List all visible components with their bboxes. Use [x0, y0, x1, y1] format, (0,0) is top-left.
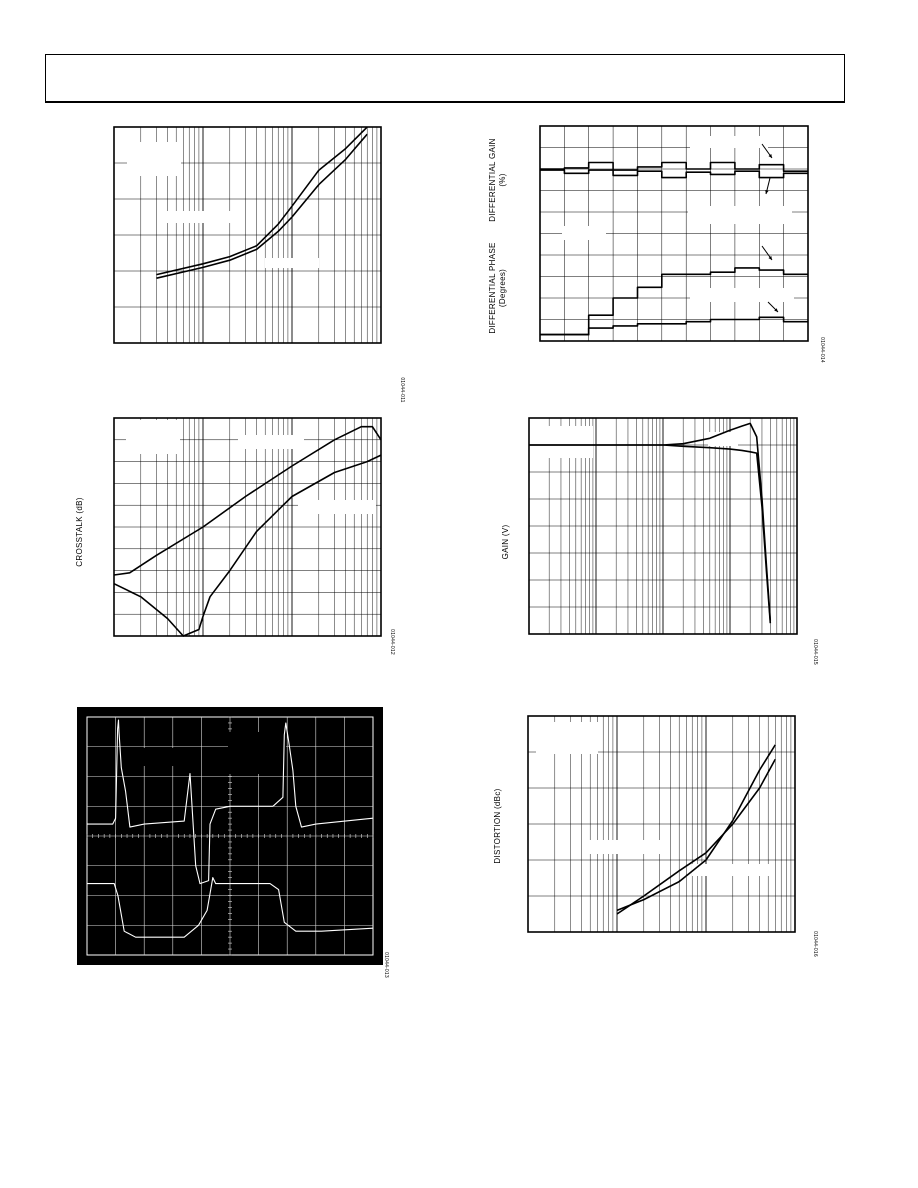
label-mask — [238, 435, 304, 449]
label-mask — [539, 426, 593, 458]
label-mask — [164, 211, 244, 223]
label-mask — [126, 420, 180, 454]
y-axis-label: CROSSTALK (dB) — [75, 497, 84, 567]
figure-code: 01044-016 — [812, 931, 818, 957]
y-axis-label: GAIN (V) — [501, 524, 510, 560]
figure-code: 01044-015 — [812, 639, 818, 665]
plot-area — [114, 127, 381, 343]
label-mask — [690, 136, 768, 148]
label-mask — [265, 258, 319, 268]
y-axis-label-top: DIFFERENTIAL GAIN — [488, 138, 497, 222]
figure-code: 01044-011 — [399, 377, 405, 403]
plot-area — [529, 418, 797, 634]
label-mask — [708, 432, 738, 446]
page-header — [45, 54, 845, 103]
label-mask — [588, 840, 668, 854]
plot-area — [540, 126, 808, 341]
figure-code: 01044-012 — [389, 629, 395, 655]
y-axis-label-bottom: DIFFERENTIAL PHASE — [488, 242, 497, 334]
label-mask — [127, 142, 181, 176]
label-mask — [536, 722, 598, 754]
figure-code: 01044-013 — [383, 952, 389, 978]
distortion-vs-frequency-chart-2 — [480, 700, 840, 970]
y-axis-unit-bottom: (Degrees) — [498, 268, 507, 308]
crosstalk-vs-frequency-chart — [60, 410, 420, 670]
plot-area — [77, 707, 383, 965]
differential-gain-phase-chart — [480, 120, 840, 380]
plot-area — [528, 716, 795, 932]
label-mask — [692, 864, 772, 876]
label-mask — [562, 226, 606, 240]
gain-vs-frequency-chart — [480, 410, 840, 670]
distortion-vs-frequency-chart — [60, 120, 420, 403]
header-rule — [45, 101, 845, 103]
label-mask — [298, 500, 376, 514]
label-mask — [688, 206, 792, 224]
plot-area — [114, 418, 381, 636]
label-mask — [128, 748, 182, 766]
label-mask — [690, 288, 794, 302]
y-axis-unit-top: (%) — [498, 173, 507, 187]
label-mask — [228, 732, 286, 774]
figure-code: 01044-014 — [819, 337, 825, 363]
y-axis-label: DISTORTION (dBc) — [493, 788, 502, 864]
oscilloscope-waveform-chart — [60, 700, 420, 990]
